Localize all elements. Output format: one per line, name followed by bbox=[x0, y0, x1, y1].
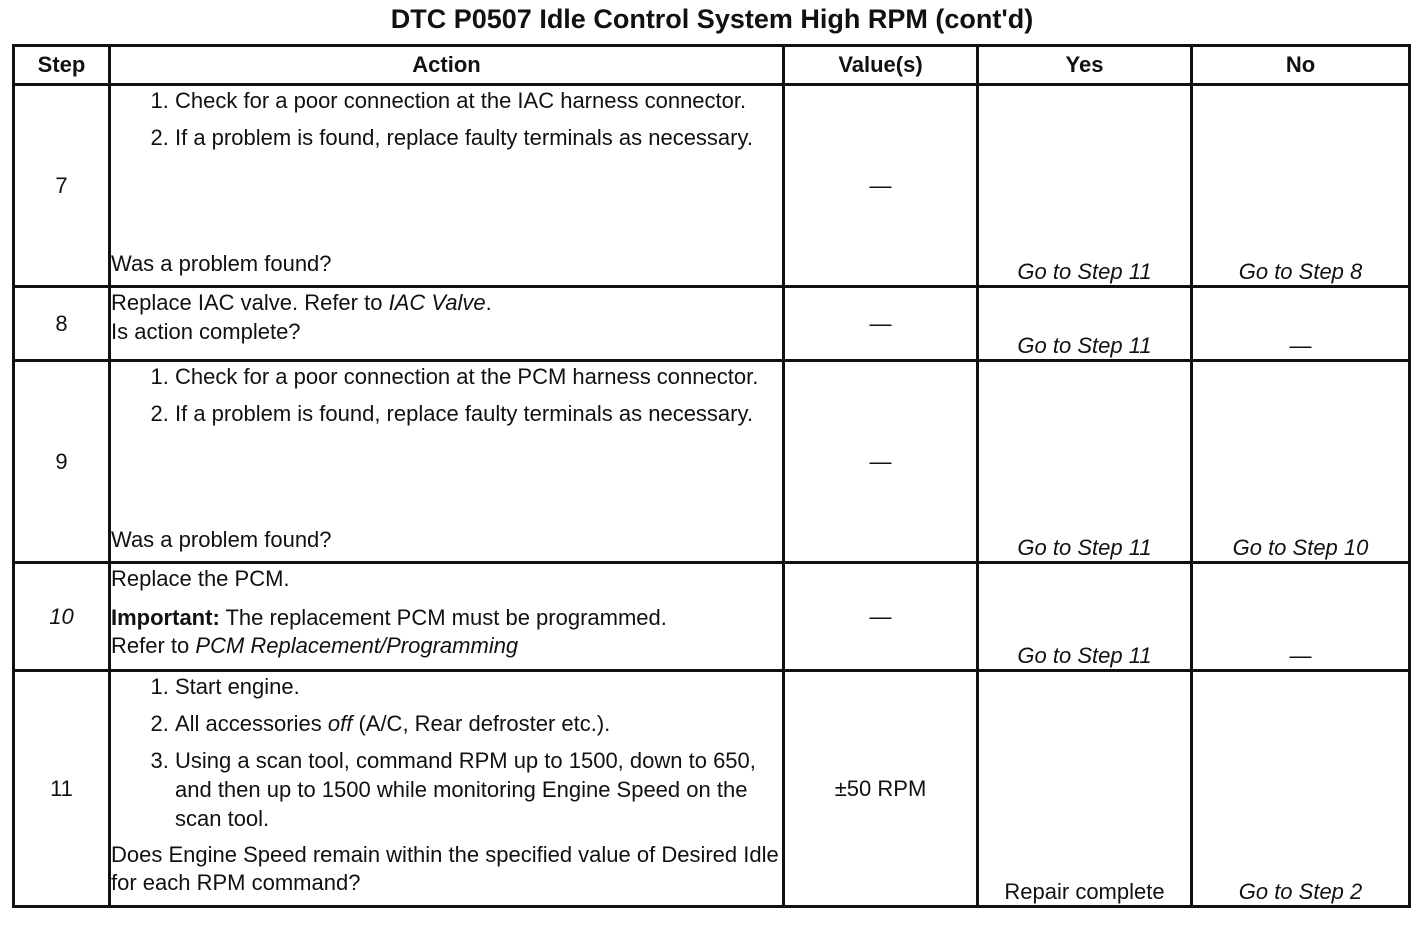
action-question: Is action complete? bbox=[111, 319, 301, 344]
list-item: 1. Check for a poor connection at the IAC harness connector. bbox=[175, 86, 782, 115]
yes-link[interactable]: Go to Step 11 bbox=[978, 563, 1192, 671]
yes-result: Repair complete bbox=[978, 671, 1192, 907]
list-item: 1. Start engine. bbox=[175, 672, 782, 701]
no-value: — bbox=[1192, 287, 1410, 361]
action-list bbox=[111, 362, 782, 436]
value-cell: ±50 RPM bbox=[784, 671, 978, 907]
table-row bbox=[14, 85, 1410, 287]
action-cell bbox=[110, 361, 784, 563]
step-number: 10 bbox=[14, 563, 110, 671]
action-list bbox=[111, 86, 782, 160]
header-no: No bbox=[1192, 46, 1410, 85]
reference-link[interactable]: IAC Valve bbox=[388, 290, 486, 315]
action-cell bbox=[110, 85, 784, 287]
action-line: Replace the PCM. bbox=[111, 566, 290, 591]
yes-link[interactable]: Go to Step 11 bbox=[978, 85, 1192, 287]
table-header-row bbox=[14, 46, 1410, 85]
value-cell: — bbox=[784, 563, 978, 671]
step-number: 9 bbox=[14, 361, 110, 563]
list-item: 2. If a problem is found, replace faulty terminals as necessary. bbox=[175, 399, 782, 428]
header-yes: Yes bbox=[978, 46, 1192, 85]
table-row bbox=[14, 671, 1410, 907]
header-step: Step bbox=[14, 46, 110, 85]
refer-line: Refer to PCM Replacement/Programming bbox=[111, 633, 519, 658]
no-link[interactable]: Go to Step 2 bbox=[1192, 671, 1410, 907]
important-note: Important: The replacement PCM must be programmed. bbox=[111, 605, 667, 630]
value-cell: — bbox=[784, 85, 978, 287]
page-title: DTC P0507 Idle Control System High RPM (cont'd) bbox=[390, 4, 1034, 34]
action-cell bbox=[110, 287, 784, 361]
action-list bbox=[111, 672, 782, 833]
step-number: 8 bbox=[14, 287, 110, 361]
diagnostic-table bbox=[12, 44, 1411, 908]
action-cell bbox=[110, 671, 784, 907]
value-cell: — bbox=[784, 361, 978, 563]
list-item: 2. All accessories off (A/C, Rear defroster etc.). bbox=[175, 709, 782, 738]
table-row bbox=[14, 563, 1410, 671]
action-question: Was a problem found? bbox=[111, 527, 332, 552]
no-value: — bbox=[1192, 563, 1410, 671]
reference-link[interactable]: PCM Replacement/Programming bbox=[195, 633, 519, 658]
no-link[interactable]: Go to Step 10 bbox=[1192, 361, 1410, 563]
no-link[interactable]: Go to Step 8 bbox=[1192, 85, 1410, 287]
yes-link[interactable]: Go to Step 11 bbox=[978, 361, 1192, 563]
table-row bbox=[14, 287, 1410, 361]
action-question: Does Engine Speed remain within the specified value of Desired Idle for each RPM command? bbox=[111, 842, 779, 895]
action-cell bbox=[110, 563, 784, 671]
header-action: Action bbox=[110, 46, 784, 85]
value-cell: — bbox=[784, 287, 978, 361]
step-number: 11 bbox=[14, 671, 110, 907]
list-item: 1. Check for a poor connection at the PCM harness connector. bbox=[175, 362, 782, 391]
yes-link[interactable]: Go to Step 11 bbox=[978, 287, 1192, 361]
list-item: 3. Using a scan tool, command RPM up to 1500, down to 650, and then up to 1500 while monitoring Engine Speed on the scan tool. bbox=[175, 746, 782, 833]
step-number: 7 bbox=[14, 85, 110, 287]
action-line: Replace IAC valve. Refer to IAC Valve. bbox=[111, 290, 492, 315]
important-label: Important: bbox=[111, 605, 220, 630]
header-values: Value(s) bbox=[784, 46, 978, 85]
table-row bbox=[14, 361, 1410, 563]
list-item: 2. If a problem is found, replace faulty terminals as necessary. bbox=[175, 123, 782, 152]
action-question: Was a problem found? bbox=[111, 251, 332, 276]
